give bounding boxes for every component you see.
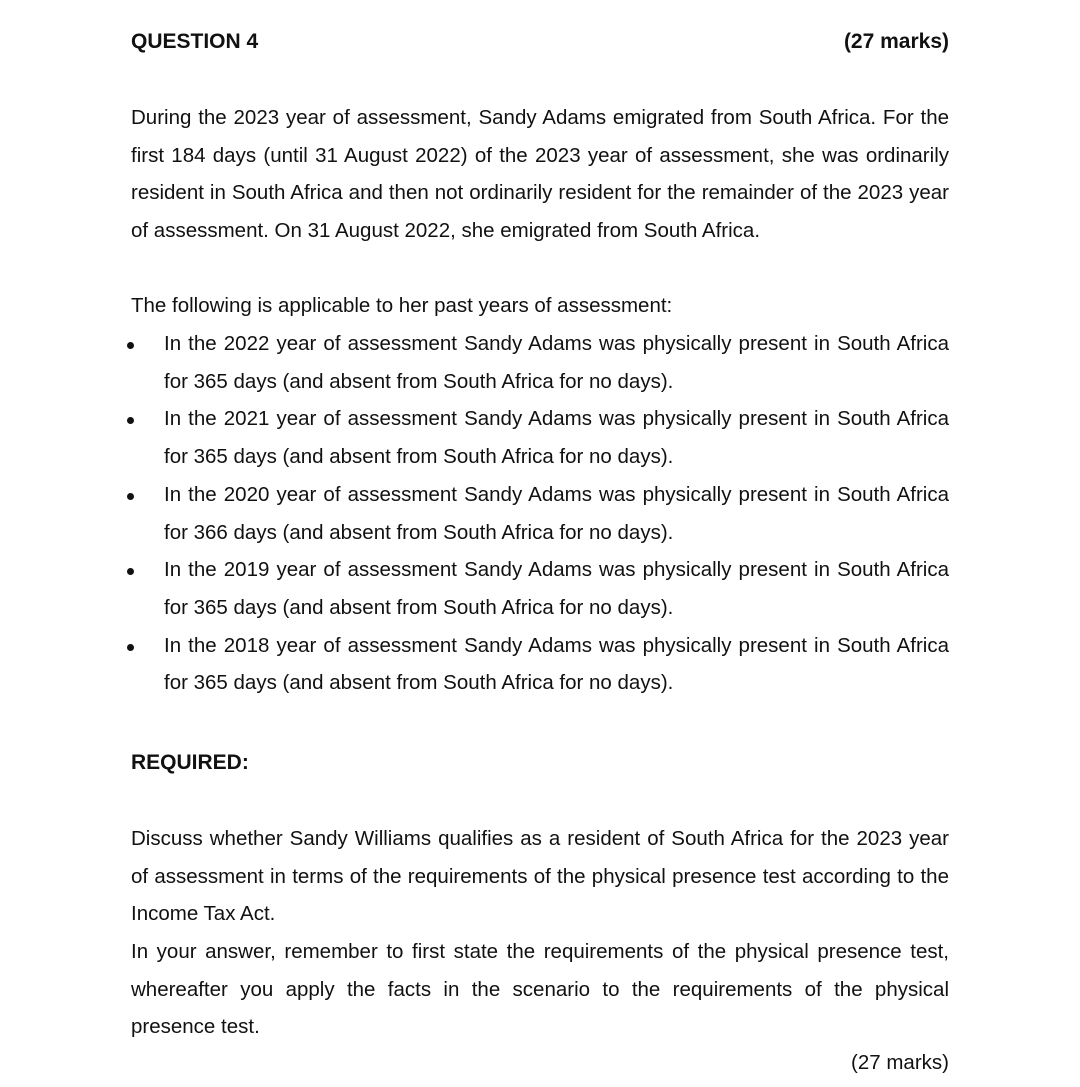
list-item-text: In the 2018 year of assessment Sandy Adams was physically present in South Africa for 365 days (and absent from South Africa for no days). <box>164 633 949 695</box>
required-heading: REQUIRED: <box>131 751 249 774</box>
bullet-icon <box>127 644 134 651</box>
past-years-intro: The following is applicable to her past years of assessment: <box>131 294 673 317</box>
bullet-icon <box>127 568 134 575</box>
list-item-text: In the 2020 year of assessment Sandy Adams was physically present in South Africa for 366 days (and absent from South Africa for no days). <box>164 482 949 544</box>
footer-marks: (27 marks) <box>851 1051 949 1074</box>
list-item-text: In the 2022 year of assessment Sandy Adams was physically present in South Africa for 365 days (and absent from South Africa for no days). <box>164 332 949 393</box>
discuss-paragraph: Discuss whether Sandy Williams qualifies as a resident of South Africa for the 2023 year of assessment in terms of the requirements of the physical presence test according to the Income Tax Act. <box>131 827 949 926</box>
bullet-icon <box>127 417 134 424</box>
list-item <box>131 325 949 400</box>
list-item-text: In the 2021 year of assessment Sandy Adams was physically present in South Africa for 365 days (and absent from South Africa for no days). <box>164 407 949 469</box>
list-item <box>131 400 949 475</box>
list-item <box>131 627 949 702</box>
list-item-text: In the 2019 year of assessment Sandy Adams was physically present in South Africa for 365 days (and absent from South Africa for no days). <box>164 558 949 619</box>
list-item <box>131 551 949 626</box>
document-page <box>131 0 949 1087</box>
past-years-list <box>131 325 949 702</box>
bullet-icon <box>127 342 134 349</box>
question-title: QUESTION 4 <box>131 30 259 53</box>
question-marks: (27 marks) <box>843 30 949 53</box>
bullet-icon <box>127 493 134 500</box>
answer-instructions: In your answer, remember to first state the requirements of the physical presence test, whereafter you apply the facts in the scenario to the requirements of the physical presence test. <box>131 940 949 1039</box>
intro-paragraph: During the 2023 year of assessment, Sandy Adams emigrated from South Africa. For the first 184 days (until 31 August 2022) of the 2023 year of assessment, she was ordinarily resident in South Africa and then not ordinarily resident for the remainder of the 2023 year of assessment. On 31 August 2022, she emigrated from South Africa. <box>131 106 949 243</box>
list-item <box>131 476 949 551</box>
question-header <box>131 28 949 56</box>
